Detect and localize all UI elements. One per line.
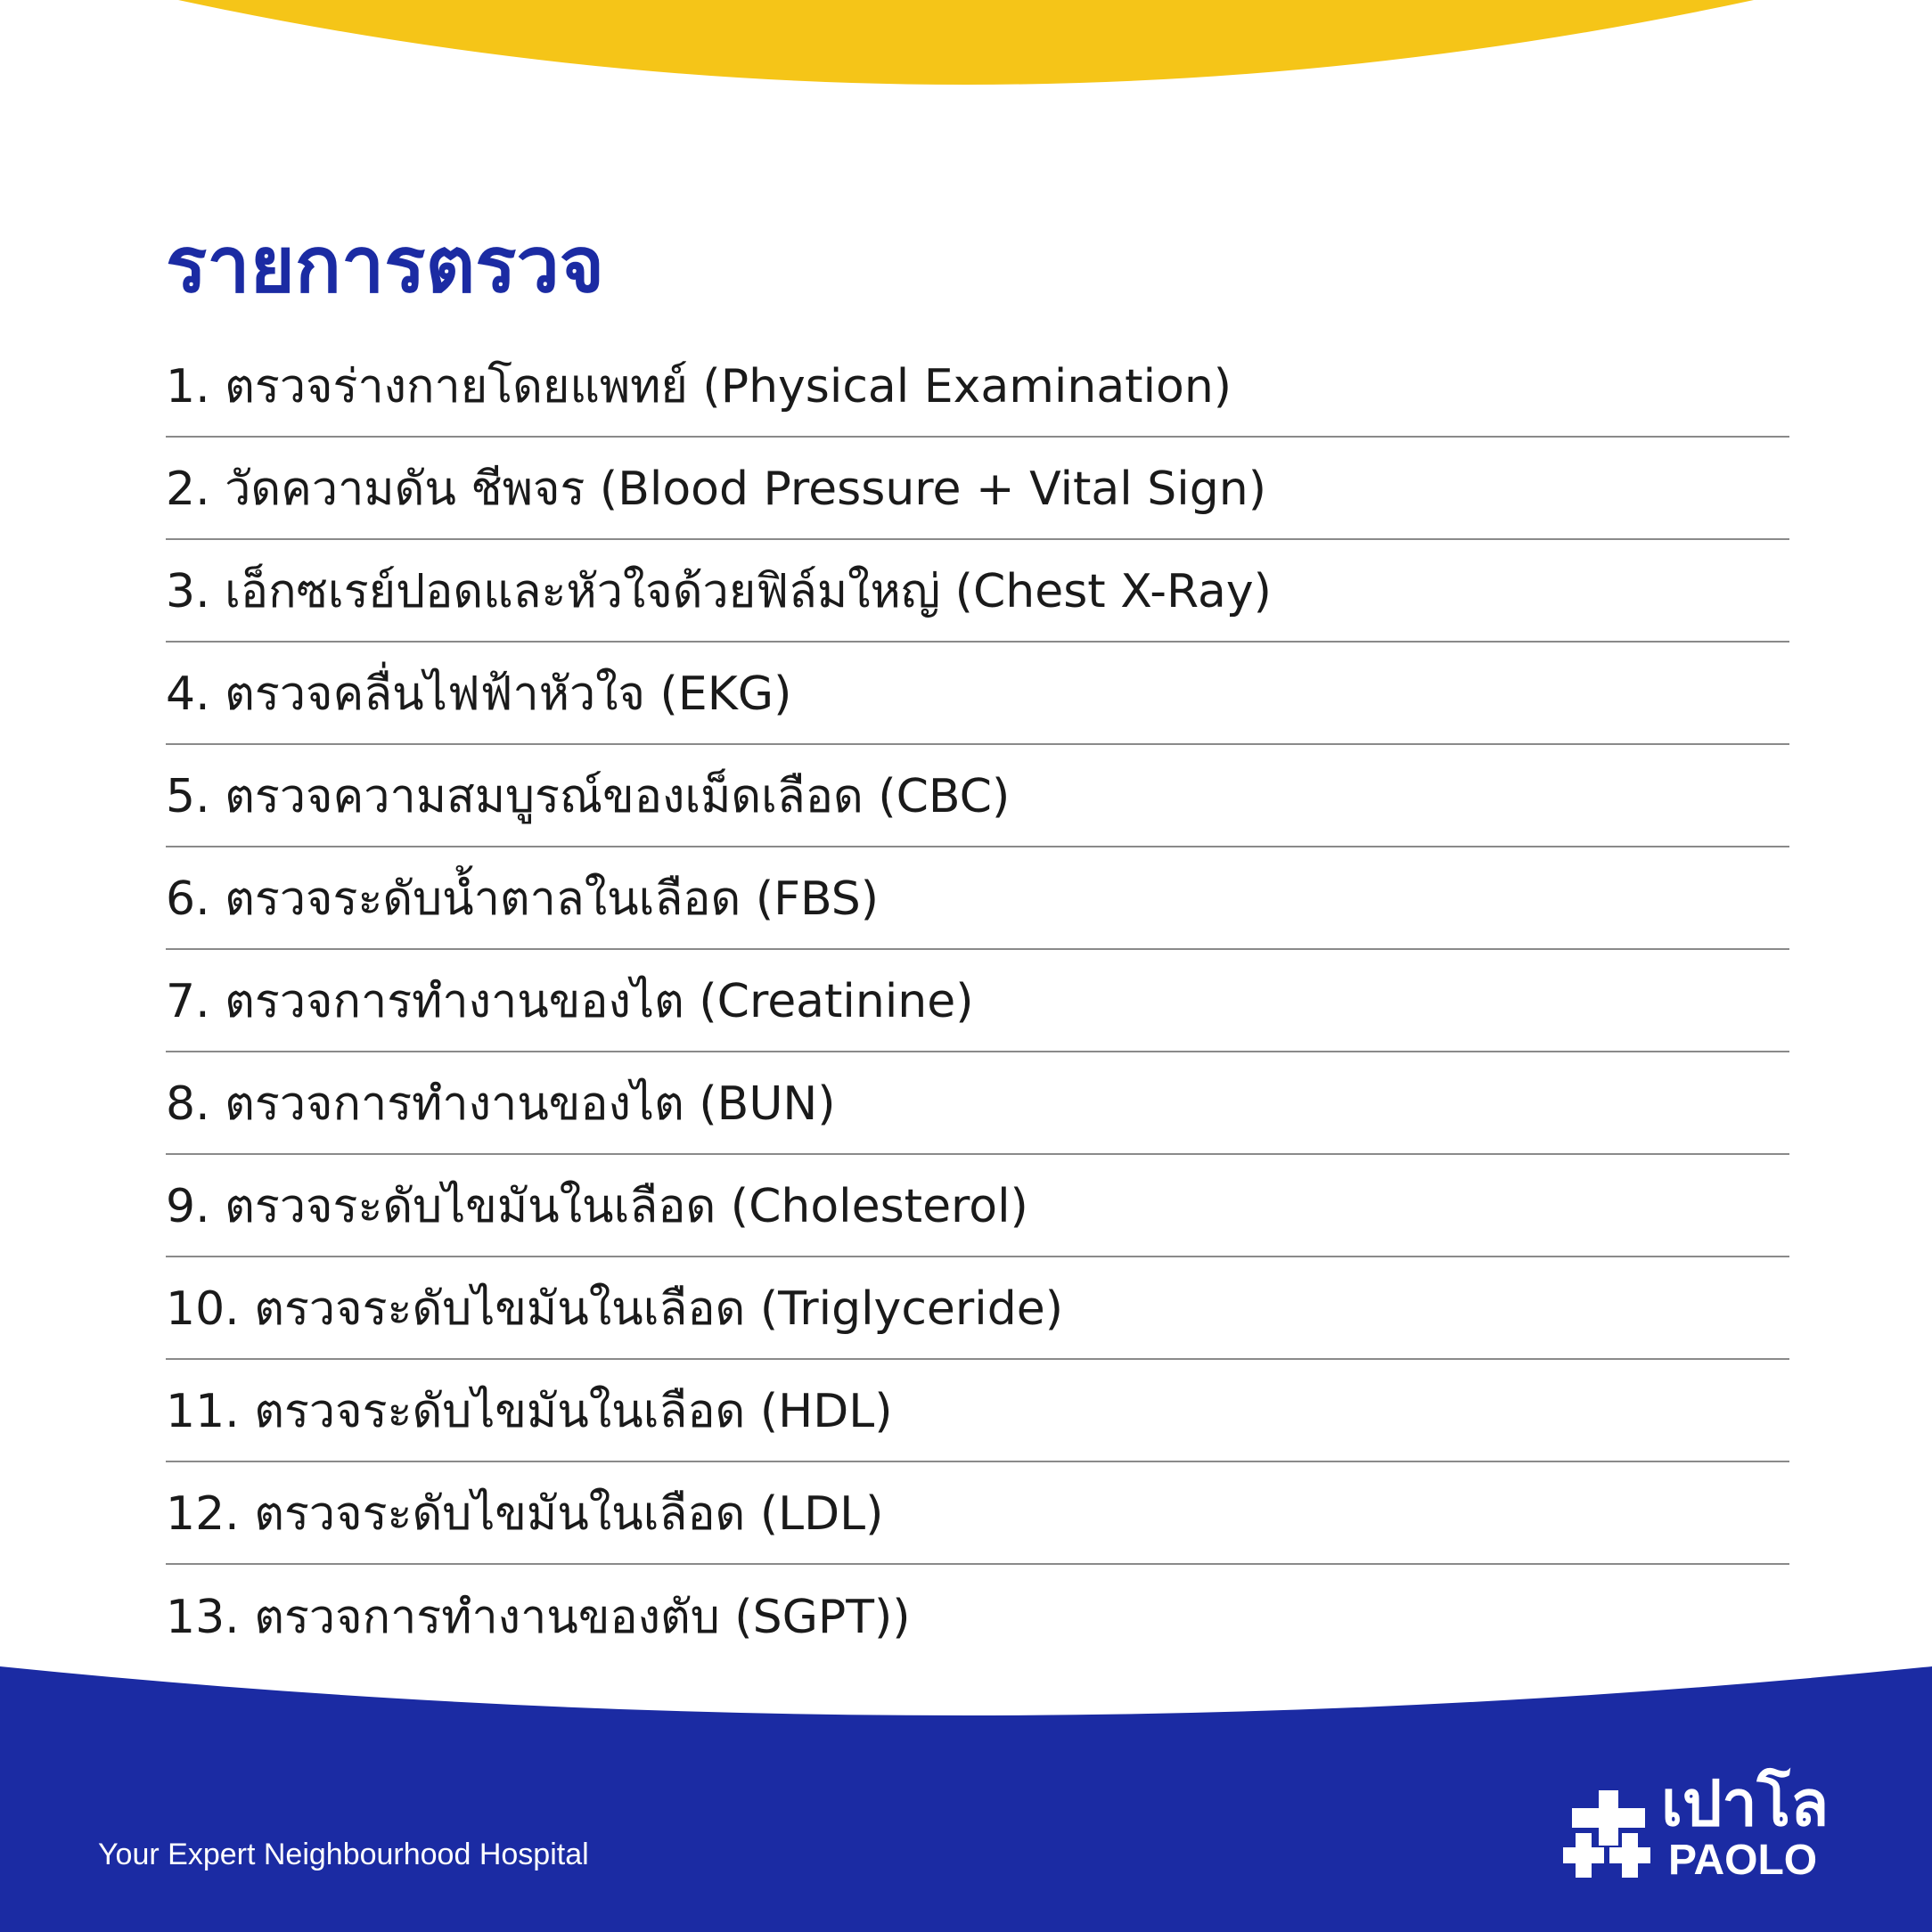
list-item: 9. ตรวจระดับไขมันในเลือด (Cholesterol) [166, 1155, 1789, 1257]
list-item: 6. ตรวจระดับน้ำตาลในเลือด (FBS) [166, 847, 1789, 950]
hospital-cross-icon [1560, 1787, 1658, 1885]
list-item: 1. ตรวจร่างกายโดยแพทย์ (Physical Examination) [166, 335, 1789, 438]
list-item: 5. ตรวจความสมบูรณ์ของเม็ดเลือด (CBC) [166, 745, 1789, 847]
page-title: รายการตรวจ [166, 221, 605, 310]
top-yellow-arc [0, 0, 1932, 98]
list-item: 2. วัดความดัน ชีพจร (Blood Pressure + Vital Sign) [166, 438, 1789, 540]
list-item: 11. ตรวจระดับไขมันในเลือด (HDL) [166, 1360, 1789, 1462]
list-item: 10. ตรวจระดับไขมันในเลือด (Triglyceride) [166, 1257, 1789, 1360]
list-item: 3. เอ็กซเรย์ปอดและหัวใจด้วยฟิล์มใหญ่ (Chest X-Ray) [166, 540, 1789, 643]
logo-thai-wordmark: เปาโล [1661, 1767, 1830, 1840]
list-item: 7. ตรวจการทำงานของไต (Creatinine) [166, 950, 1789, 1052]
list-item: 4. ตรวจคลื่นไฟฟ้าหัวใจ (EKG) [166, 643, 1789, 745]
list-item: 12. ตรวจระดับไขมันในเลือด (LDL) [166, 1462, 1789, 1565]
list-item: 13. ตรวจการทำงานของตับ (SGPT)) [166, 1591, 911, 1644]
paolo-logo [1560, 1767, 1854, 1885]
checkup-list [166, 335, 1789, 1667]
logo-english-wordmark: PAOLO [1668, 1837, 1818, 1884]
list-item: 8. ตรวจการทำงานของไต (BUN) [166, 1052, 1789, 1155]
footer-tagline: Your Expert Neighbourhood Hospital [98, 1838, 589, 1871]
